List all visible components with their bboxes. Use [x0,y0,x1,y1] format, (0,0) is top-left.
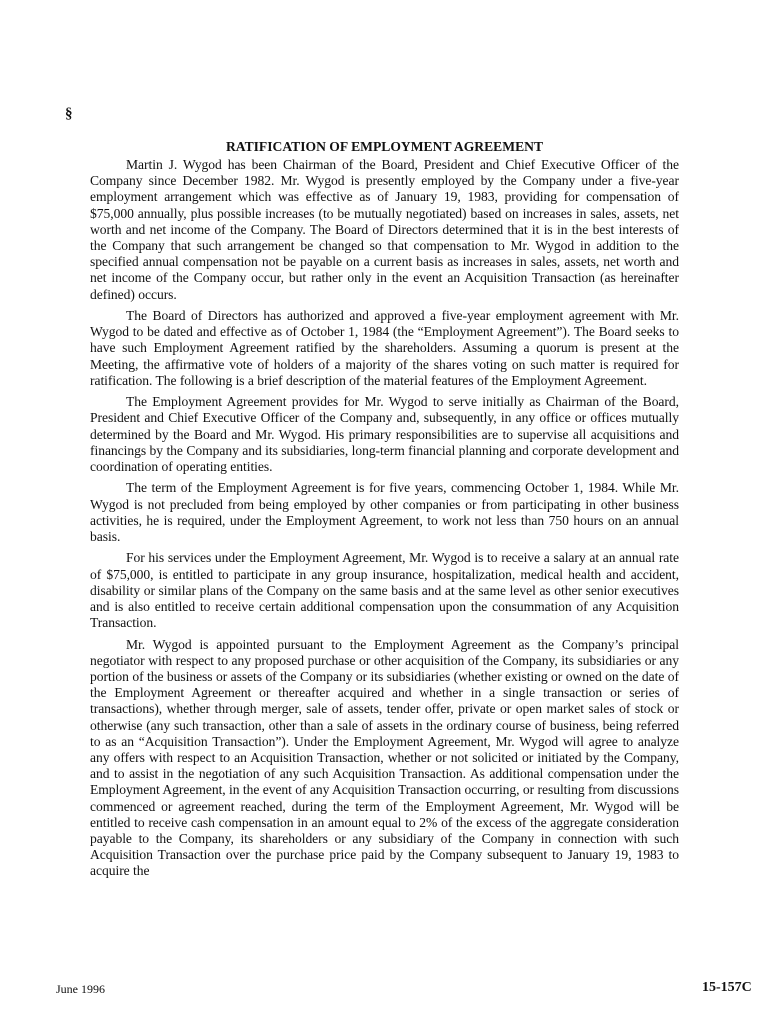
paragraph-6: Mr. Wygod is appointed pursuant to the Employment Agreement as the Company’s principal negotiator with respect to any proposed purchase or other acquisition of the Company, its subsidiaries or any portion of the business or assets of the Company or its subsidiaries (whether existing or owned on the date of the Employment Agreement or thereafter acquired and whether in a single transaction or series of transactions), whether through merger, sale of assets, tender offer, private or open market sales of stock or otherwise (any such transaction, other than a sale of assets in the ordinary course of business, being referred to as an “Acquisition Transaction”). Under the Employment Agreement, Mr. Wygod will agree to analyze any offers with respect to an Acquisition Transaction, whether or not solicited or initiated by the Company, and to assist in the negotiation of any such Acquisition Transaction. As additional compensation under the Employment Agreement, in the event of any Acquisition Transaction occurring, or resulting from discussions commenced or agreement reached, during the term of the Employment Agreement, Mr. Wygod will be entitled to receive cash compensation in an amount equal to 2% of the excess of the aggregate consideration payable to the Company, its shareholders or any subsidiary of the Company in connection with such Acquisition Transaction over the purchase price paid by the Company subsequent to January 19, 1983 to acquire the [90,636,679,879]
paragraph-2: The Board of Directors has authorized and approved a five-year employment agreement with Mr. Wygod to be dated and effective as of October 1, 1984 (the “Employment Agreement”). The Board seeks to have such Employment Agreement ratified by the shareholders. Assuming a quorum is present at the Meeting, the affirmative vote of holders of a majority of the shares voting on such matter is required for ratification. The following is a brief description of the material features of the Employment Agreement. [90,308,679,388]
paragraph-4: The term of the Employment Agreement is for five years, commencing October 1, 1984. While Mr. Wygod is not precluded from being employed by other companies or from participating in other business activities, he is required, under the Employment Agreement, to work not less than 750 hours on an annual basis. [90,480,679,545]
paragraph-1: Martin J. Wygod has been Chairman of the Board, President and Chief Executive Officer of the Company since December 1982. Mr. Wygod is presently employed by the Company under a five-year employment arrangement which was effective as of January 19, 1983, providing for compensation of $75,000 annually, plus possible increases (to be mutually negotiated) based on increases in sales, assets, net worth and net income of the Company. The Board of Directors determined that it is in the best interests of the Company that such arrangement be changed so that compensation to Mr. Wygod in addition to the specified annual compensation not be payable on a current basis as increases in sales, assets, net worth and net income of the Company occur, but rather only in the event an Acquisition Transaction (as hereinafter defined) occurs. [90,157,679,302]
document-title: RATIFICATION OF EMPLOYMENT AGREEMENT [225,139,544,154]
paragraph-3: The Employment Agreement provides for Mr. Wygod to serve initially as Chairman of the Board, President and Chief Executive Officer of the Company and, subsequently, in any office or offices mutually determined by the Board and Mr. Wygod. His primary responsibilities are to supervise all acquisitions and financings by the Company and its subsidiaries, long-term financial planning and corporate development and coordination of operating entities. [90,394,679,475]
paragraph-5: For his services under the Employment Agreement, Mr. Wygod is to receive a salary at an annual rate of $75,000, is entitled to participate in any group insurance, hospitalization, medical health and accident, disability or similar plans of the Company on the same basis and at the same level as other senior executives and is also entitled to receive certain additional compensation upon the consummation of any Acquisition Transaction. [90,550,679,631]
document-body [90,138,679,885]
section-mark: § [65,106,73,122]
footer-date: June 1996 [56,982,105,996]
footer-page-code: 15-157C [702,980,752,995]
